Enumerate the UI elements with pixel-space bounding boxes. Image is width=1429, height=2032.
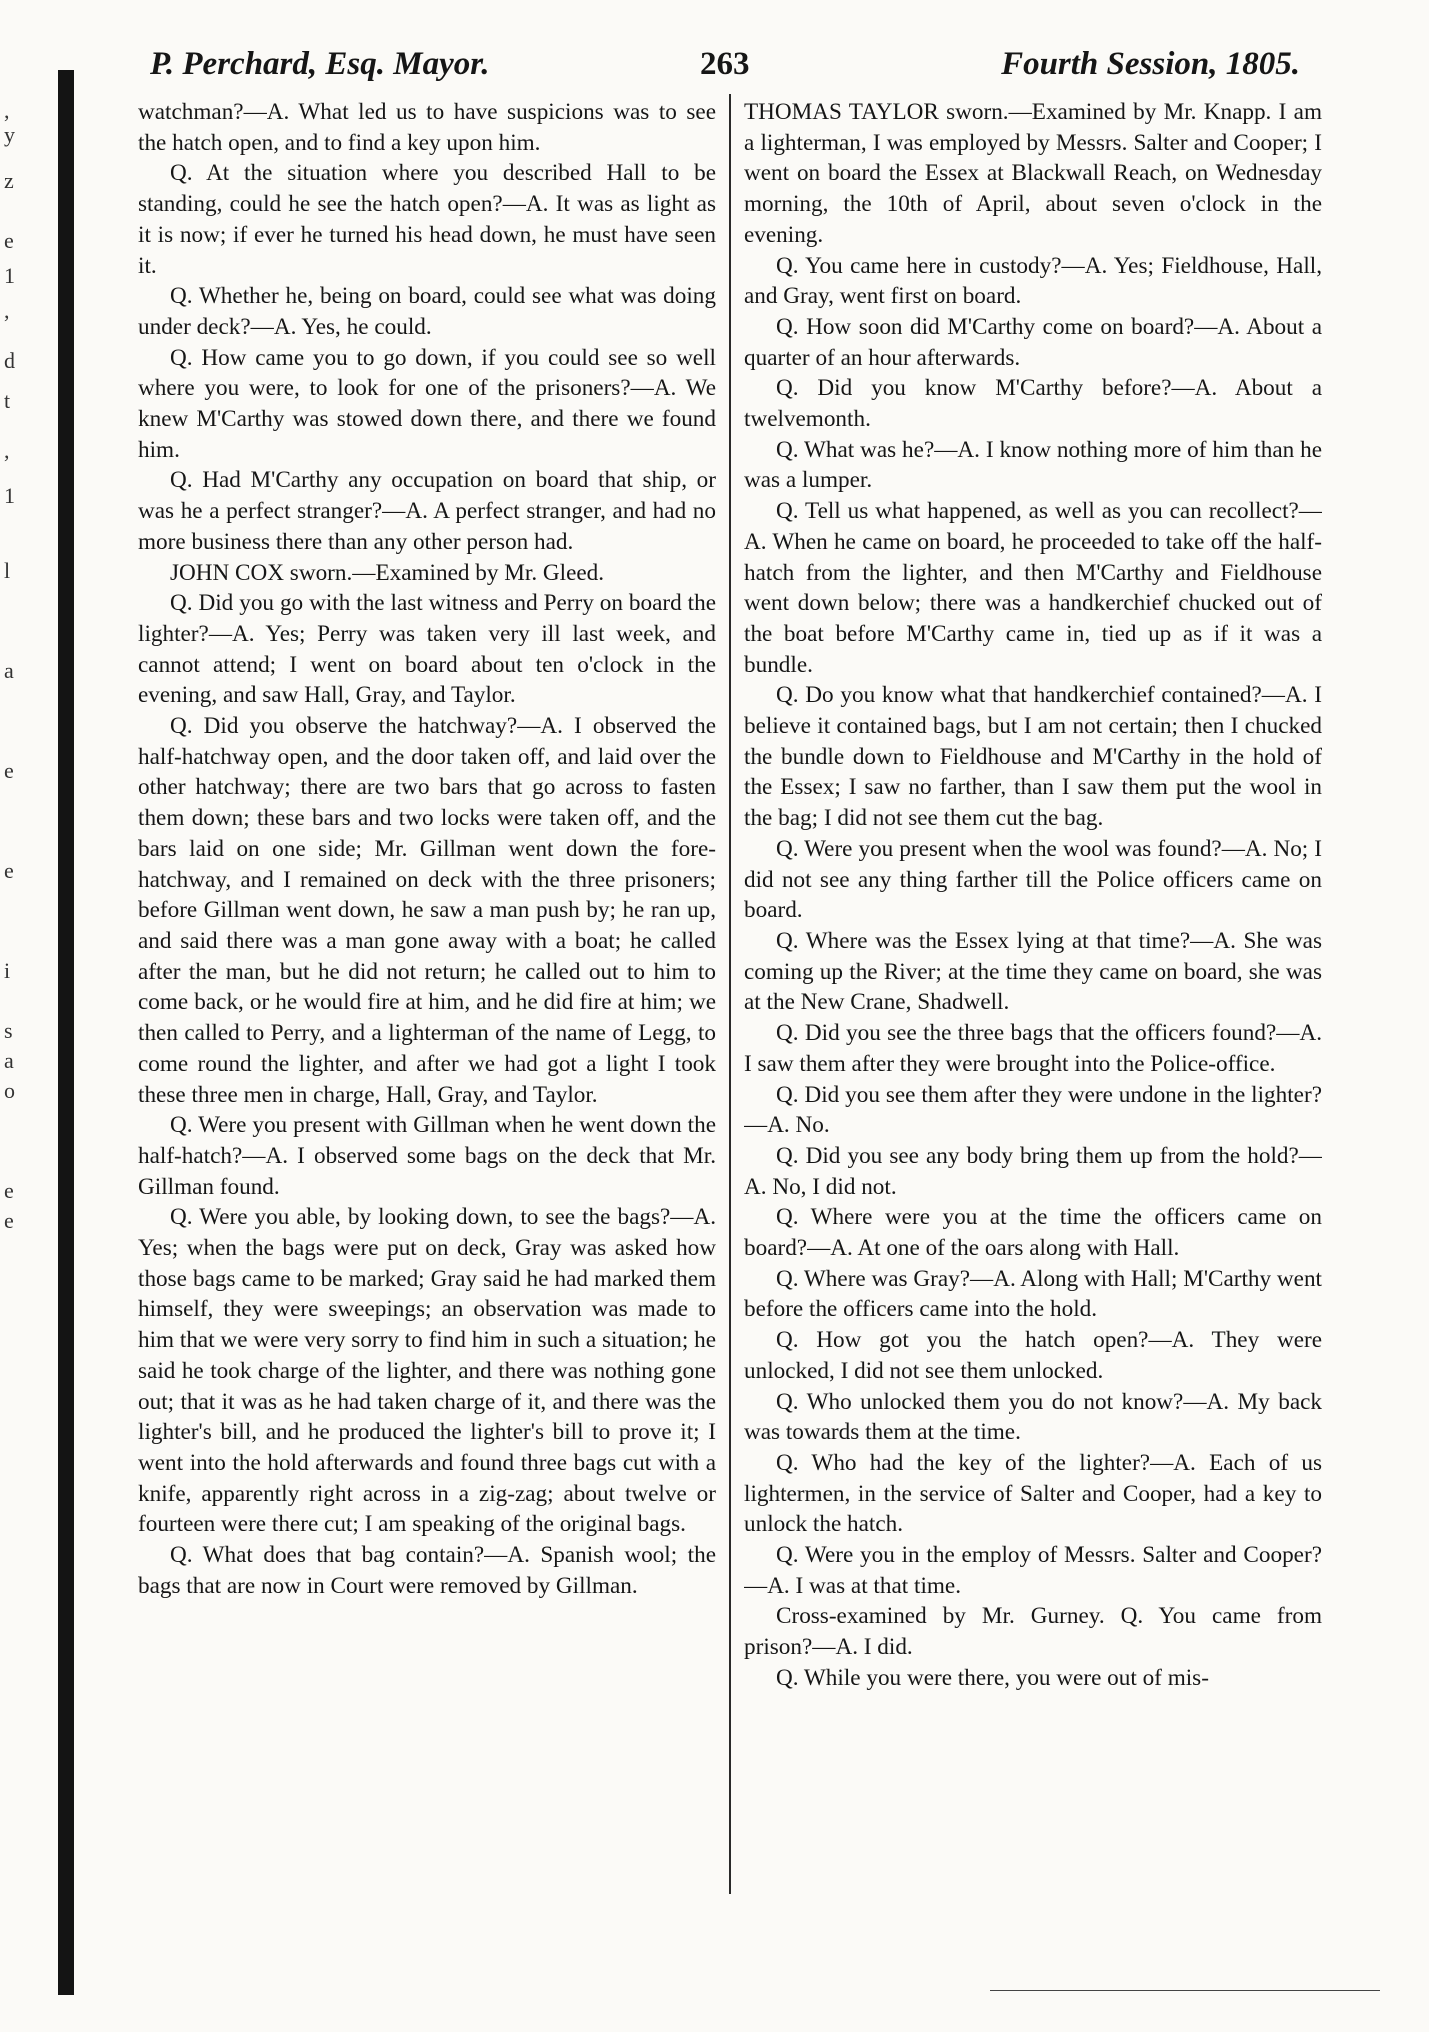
paragraph: Q. Where was Gray?—A. Along with Hall; M'Carthy went before the officers came into the hold. <box>744 1265 1322 1323</box>
paragraph: Q. While you were there, you were out of mis- <box>776 1664 1209 1691</box>
paragraph: JOHN COX sworn.—Examined by Mr. Gleed. <box>170 559 605 586</box>
paragraph: Q. Where were you at the time the officers came on board?—A. At one of the oars along with Hall. <box>744 1204 1322 1262</box>
left-column <box>138 97 716 1897</box>
paragraph: Q. What was he?—A. I know nothing more of him than he was a lumper. <box>744 436 1322 494</box>
paragraph: Q. Did you go with the last witness and Perry on board the lighter?—A. Yes; Perry was taken very ill last week, and cannot attend; I went on board about ten o'clock in the evening, and saw Hall, Gray, and Taylor. <box>138 590 716 709</box>
paragraph: Q. Did you know M'Carthy before?—A. About a twelvemonth. <box>744 375 1322 433</box>
paragraph: Q. Whether he, being on board, could see what was doing under deck?—A. Yes, he could. <box>138 283 716 340</box>
paragraph: Q. Where was the Essex lying at that time?—A. She was coming up the River; at the time they came on board, she was at the New Crane, Shadwell. <box>744 927 1322 1016</box>
footer-rule <box>990 1990 1380 1991</box>
paragraph: Q. Did you see the three bags that the officers found?—A. I saw them after they were brought into the Police-office. <box>744 1020 1322 1077</box>
column-rule <box>729 94 731 1894</box>
paragraph: Q. How came you to go down, if you could see so well where you were, to look for one of the prisoners?—A. We knew M'Carthy was stowed down there, and there we found him. <box>138 344 716 463</box>
header-left: P. Perchard, Esq. Mayor. <box>150 46 490 82</box>
paragraph: Q. What does that bag contain?—A. Spanish wool; the bags that are now in Court were removed by Gillman. <box>138 1542 716 1599</box>
right-column <box>744 97 1322 1897</box>
header-right: Fourth Session, 1805. <box>1001 46 1300 82</box>
paragraph: Q. Did you observe the hatchway?—A. I observed the half-hatchway open, and the door taken off, and laid over the other hatchway; there are two bars that go across to fasten them down; these bars and two locks were taken off, and the bars laid on one side; Mr. Gillman went down the fore-hatchway, and I remained on deck with the three prisoners; before Gillman went down, he saw a man push by; he ran up, and said there was a man gone away with a boat; he called after the man, but he did not return; he called out to him to come back, or he would fire at him, and he did fire at him; we then called to Perry, and a lighterman of the name of Legg, to come round the lighter, and after we had got a light I took these three men in charge, Hall, Gray, and Taylor. <box>138 713 716 1108</box>
paragraph: Q. Were you present with Gillman when he went down the half-hatch?—A. I observed some bags on the deck that Mr. Gillman found. <box>138 1112 716 1200</box>
paragraph: Q. Had M'Carthy any occupation on board that ship, or was he a perfect stranger?—A. A perfect stranger, and had no more business there than any other person had. <box>138 467 716 555</box>
paragraph: Q. Tell us what happened, as well as you can recollect?—A. When he came on board, he proceeded to take off the half-hatch from the lighter, and then M'Carthy and Fieldhouse went down below; there was a handkerchief chucked out of the boat before M'Carthy came in, tied up as if it was a bundle. <box>744 498 1322 678</box>
paragraph: Q. At the situation where you described Hall to be standing, could he see the hatch open?—A. It was as light as it is now; if ever he turned his head down, he must have seen it. <box>138 160 716 279</box>
bleed-through-marks: , y z e 1 , d t , 1 l a e e i s a o e e <box>4 98 15 1233</box>
page-number: 263 <box>700 46 750 82</box>
paragraph: watchman?—A. What led us to have suspicions was to see the hatch open, and to find a key upon him. <box>138 99 716 156</box>
paragraph: Q. Were you able, by looking down, to see the bags?—A. Yes; when the bags were put on deck, Gray was asked how those bags came to be marked; Gray said he had marked them himself, they were sweepings; an observation was made to him that we were very sorry to find him in such a situation; he said he took charge of the lighter, and there was nothing gone out; that it was as he had taken charge of it, and there was the lighter's bill, and he produced the lighter's bill to prove it; I went into the hold afterwards and found three bags cut with a knife, apparently right across in a zig-zag; about twelve or fourteen were there cut; I am speaking of the original bags. <box>138 1204 716 1538</box>
paragraph: Cross-examined by Mr. Gurney. Q. You came from prison?—A. I did. <box>744 1603 1322 1661</box>
page-header <box>150 38 1300 90</box>
paragraph: THOMAS TAYLOR sworn.—Examined by Mr. Knapp. I am a lighterman, I was employed by Messrs. Salter and Cooper; I went on board the Essex at Blackwall Reach, on Wednesday morning, the 10th of April, about seven o'clock in the evening. <box>744 99 1322 248</box>
paragraph: Q. Do you know what that handkerchief contained?—A. I believe it contained bags, but I am not certain; then I chucked the bundle down to Fieldhouse and M'Carthy in the hold of the Essex; I saw no farther, than I saw them put the wool in the bag; I did not see them cut the bag. <box>744 682 1322 832</box>
paragraph: Q. Who had the key of the lighter?—A. Each of us lightermen, in the service of Salter and Cooper, had a key to unlock the hatch. <box>744 1449 1322 1538</box>
paragraph: Q. Did you see them after they were undone in the lighter?—A. No. <box>744 1081 1322 1139</box>
paragraph: Q. You came here in custody?—A. Yes; Fieldhouse, Hall, and Gray, went first on board. <box>744 252 1322 310</box>
paragraph: Q. Were you in the employ of Messrs. Salter and Cooper?—A. I was at that time. <box>744 1542 1322 1599</box>
paragraph: Q. Who unlocked them you do not know?—A. My back was towards them at the time. <box>744 1388 1322 1446</box>
paragraph: Q. Did you see any body bring them up from the hold?—A. No, I did not. <box>744 1142 1322 1200</box>
binding-edge <box>58 70 74 1995</box>
paragraph: Q. How got you the hatch open?—A. They were unlocked, I did not see them unlocked. <box>744 1327 1322 1384</box>
paragraph: Q. How soon did M'Carthy come on board?—A. About a quarter of an hour afterwards. <box>744 313 1322 371</box>
paragraph: Q. Were you present when the wool was found?—A. No; I did not see any thing farther till the Police officers came on board. <box>744 835 1322 924</box>
